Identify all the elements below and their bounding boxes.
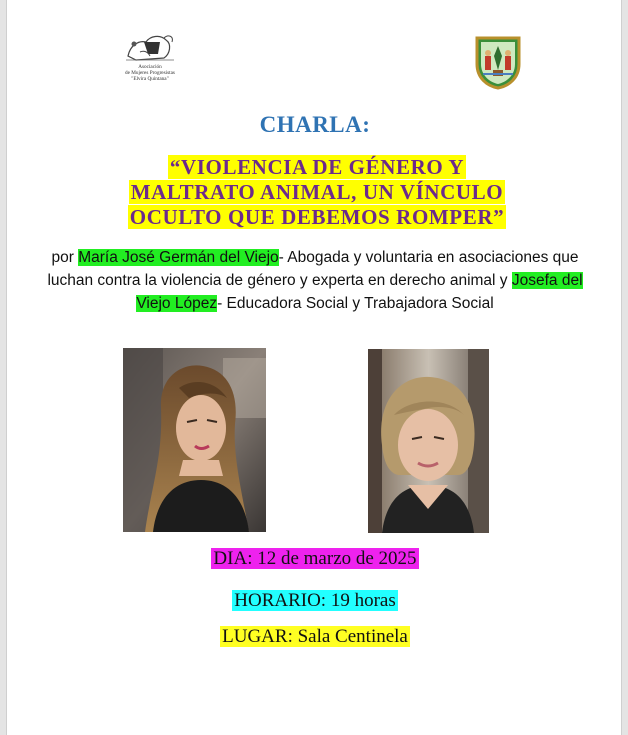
event-place (7, 626, 623, 648)
association-logo (107, 30, 193, 92)
desc-middle: - Abogada y voluntaria en asociaciones que luchan contra la violencia de género y experta en derecho animal y (47, 249, 579, 289)
association-name-line-3: "Elvira Quintana" (131, 76, 169, 82)
speakers-description (47, 246, 583, 315)
event-date-text: DIA: 12 de marzo de 2025 (213, 548, 417, 569)
desc-prefix: por (51, 249, 79, 266)
page-title: CHARLA: (259, 112, 371, 137)
municipal-coat-of-arms-icon (473, 34, 523, 90)
event-time (7, 590, 623, 612)
subtitle-line-3: OCULTO QUE DEBEMOS ROMPER” (129, 205, 505, 229)
event-date (7, 548, 623, 570)
speaker-2-name: Josefa del Viejo López (136, 272, 583, 312)
association-logo-icon (120, 30, 180, 64)
event-time-text: HORARIO: 19 horas (234, 590, 396, 611)
association-name-line-2: de Mujeres Progresistas (125, 70, 175, 76)
coat-of-arms (473, 34, 523, 90)
event-place-text: LUGAR: Sala Centinela (222, 626, 408, 647)
speaker-2-photo (368, 349, 489, 533)
subtitle-line-1: “VIOLENCIA DE GÉNERO Y (169, 155, 465, 179)
speaker-1-photo (123, 348, 266, 532)
subtitle-line-2: MALTRATO ANIMAL, UN VÍNCULO (130, 180, 504, 204)
speaker-1-name: María José Germán del Viejo (78, 249, 279, 266)
desc-suffix: - Educadora Social y Trabajadora Social (217, 295, 494, 312)
talk-subtitle (67, 155, 567, 230)
association-name-line-1: Asociación (138, 64, 162, 70)
flyer-page (6, 0, 622, 735)
